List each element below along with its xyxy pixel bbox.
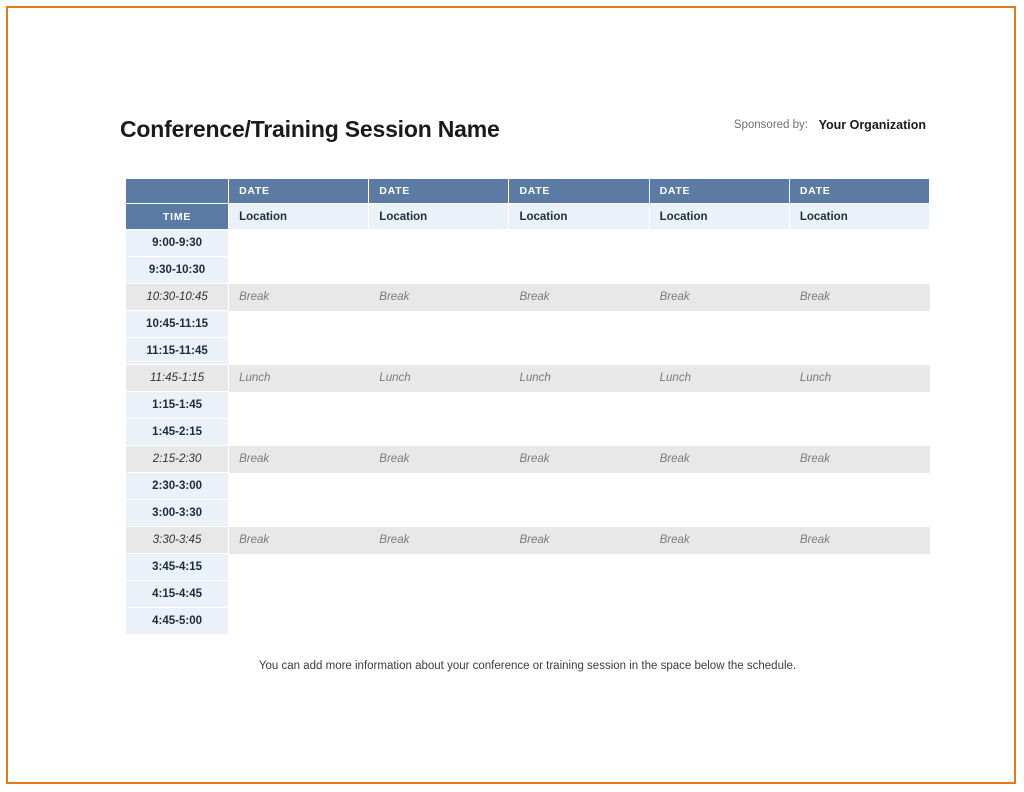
time-slot-label: 9:30-10:30 bbox=[126, 257, 229, 284]
table-row bbox=[126, 284, 930, 311]
column-header-location-2[interactable]: Location bbox=[369, 204, 509, 230]
schedule-cell[interactable] bbox=[369, 500, 509, 527]
column-header-location-1[interactable]: Location bbox=[229, 204, 369, 230]
table-row bbox=[126, 311, 930, 338]
schedule-cell[interactable] bbox=[649, 554, 789, 581]
schedule-cell[interactable] bbox=[789, 554, 929, 581]
time-slot-label: 2:15-2:30 bbox=[126, 446, 229, 473]
schedule-cell[interactable] bbox=[229, 608, 369, 635]
schedule-cell[interactable] bbox=[789, 500, 929, 527]
schedule-cell[interactable] bbox=[789, 230, 929, 257]
schedule-table bbox=[125, 178, 930, 635]
schedule-cell[interactable]: Break bbox=[509, 284, 649, 311]
schedule-cell[interactable] bbox=[789, 338, 929, 365]
footer-note: You can add more information about your conference or training session in the space below the schedule. bbox=[258, 660, 797, 672]
schedule-cell[interactable] bbox=[649, 419, 789, 446]
time-slot-label: 9:00-9:30 bbox=[126, 230, 229, 257]
table-row bbox=[126, 365, 930, 392]
schedule-cell[interactable] bbox=[509, 608, 649, 635]
schedule-cell[interactable] bbox=[789, 608, 929, 635]
schedule-cell[interactable] bbox=[369, 257, 509, 284]
schedule-cell[interactable] bbox=[229, 338, 369, 365]
table-row bbox=[126, 581, 930, 608]
table-row bbox=[126, 257, 930, 284]
schedule-cell[interactable]: Break bbox=[649, 527, 789, 554]
schedule-cell[interactable] bbox=[229, 392, 369, 419]
schedule-cell[interactable] bbox=[509, 392, 649, 419]
column-header-date-4[interactable]: DATE bbox=[649, 179, 789, 204]
schedule-cell[interactable] bbox=[509, 311, 649, 338]
table-row bbox=[126, 230, 930, 257]
schedule-cell[interactable] bbox=[369, 554, 509, 581]
table-row bbox=[126, 338, 930, 365]
schedule-cell[interactable] bbox=[649, 257, 789, 284]
schedule-cell[interactable]: Lunch bbox=[369, 365, 509, 392]
schedule-cell[interactable] bbox=[229, 419, 369, 446]
time-slot-label: 3:45-4:15 bbox=[126, 554, 229, 581]
schedule-cell[interactable]: Lunch bbox=[649, 365, 789, 392]
table-corner-cell bbox=[126, 179, 229, 204]
column-header-date-1[interactable]: DATE bbox=[229, 179, 369, 204]
schedule-cell[interactable]: Break bbox=[789, 284, 929, 311]
schedule-cell[interactable]: Break bbox=[509, 527, 649, 554]
schedule-cell[interactable] bbox=[649, 311, 789, 338]
time-slot-label: 3:00-3:30 bbox=[126, 500, 229, 527]
schedule-cell[interactable]: Break bbox=[369, 527, 509, 554]
page-title: Conference/Training Session Name bbox=[120, 116, 500, 142]
schedule-cell[interactable] bbox=[789, 311, 929, 338]
schedule-cell[interactable] bbox=[369, 311, 509, 338]
schedule-cell[interactable] bbox=[229, 581, 369, 608]
schedule-cell[interactable]: Lunch bbox=[509, 365, 649, 392]
schedule-cell[interactable]: Lunch bbox=[229, 365, 369, 392]
column-header-time: TIME bbox=[126, 204, 229, 230]
table-row bbox=[126, 527, 930, 554]
schedule-cell[interactable] bbox=[509, 257, 649, 284]
schedule-cell[interactable] bbox=[649, 581, 789, 608]
schedule-cell[interactable]: Break bbox=[509, 446, 649, 473]
schedule-cell[interactable] bbox=[369, 419, 509, 446]
schedule-cell[interactable] bbox=[229, 311, 369, 338]
schedule-cell[interactable] bbox=[369, 230, 509, 257]
column-header-location-5[interactable]: Location bbox=[789, 204, 929, 230]
schedule-cell[interactable] bbox=[509, 554, 649, 581]
schedule-cell[interactable]: Break bbox=[229, 284, 369, 311]
column-header-location-3[interactable]: Location bbox=[509, 204, 649, 230]
schedule-cell[interactable] bbox=[509, 581, 649, 608]
time-slot-label: 4:45-5:00 bbox=[126, 608, 229, 635]
time-slot-label: 4:15-4:45 bbox=[126, 581, 229, 608]
table-row bbox=[126, 473, 930, 500]
schedule-cell[interactable] bbox=[369, 338, 509, 365]
schedule-cell[interactable] bbox=[229, 230, 369, 257]
time-slot-label: 1:15-1:45 bbox=[126, 392, 229, 419]
schedule-cell[interactable]: Break bbox=[649, 446, 789, 473]
table-row bbox=[126, 419, 930, 446]
column-header-date-5[interactable]: DATE bbox=[789, 179, 929, 204]
schedule-cell[interactable] bbox=[369, 473, 509, 500]
time-slot-label: 10:30-10:45 bbox=[126, 284, 229, 311]
time-slot-label: 3:30-3:45 bbox=[126, 527, 229, 554]
schedule-cell[interactable] bbox=[649, 392, 789, 419]
schedule-cell[interactable] bbox=[789, 581, 929, 608]
schedule-cell[interactable]: Break bbox=[369, 446, 509, 473]
schedule-cell[interactable]: Lunch bbox=[789, 365, 929, 392]
schedule-cell[interactable]: Break bbox=[789, 527, 929, 554]
time-slot-label: 11:45-1:15 bbox=[126, 365, 229, 392]
schedule-table-body bbox=[126, 230, 930, 635]
schedule-cell[interactable] bbox=[509, 473, 649, 500]
schedule-cell[interactable]: Break bbox=[649, 284, 789, 311]
schedule-cell[interactable] bbox=[509, 500, 649, 527]
schedule-cell[interactable] bbox=[229, 257, 369, 284]
table-row bbox=[126, 608, 930, 635]
table-row bbox=[126, 392, 930, 419]
schedule-cell[interactable] bbox=[649, 230, 789, 257]
schedule-cell[interactable]: Break bbox=[229, 446, 369, 473]
schedule-cell[interactable] bbox=[509, 419, 649, 446]
schedule-cell[interactable] bbox=[649, 338, 789, 365]
schedule-cell[interactable] bbox=[649, 473, 789, 500]
schedule-cell[interactable]: Break bbox=[229, 527, 369, 554]
schedule-cell[interactable] bbox=[509, 338, 649, 365]
schedule-cell[interactable] bbox=[789, 419, 929, 446]
schedule-cell[interactable]: Break bbox=[369, 284, 509, 311]
schedule-cell[interactable] bbox=[789, 392, 929, 419]
sponsor-organization: Your Organization bbox=[818, 118, 926, 132]
document-header bbox=[120, 108, 926, 154]
time-slot-label: 2:30-3:00 bbox=[126, 473, 229, 500]
column-header-date-3[interactable]: DATE bbox=[509, 179, 649, 204]
schedule-sheet bbox=[8, 8, 1014, 782]
document-page-border bbox=[6, 6, 1016, 784]
schedule-cell[interactable] bbox=[789, 257, 929, 284]
schedule-cell[interactable] bbox=[509, 230, 649, 257]
time-slot-label: 1:45-2:15 bbox=[126, 419, 229, 446]
schedule-cell[interactable] bbox=[369, 608, 509, 635]
table-row bbox=[126, 446, 930, 473]
schedule-cell[interactable] bbox=[229, 554, 369, 581]
column-header-date-2[interactable]: DATE bbox=[369, 179, 509, 204]
schedule-cell[interactable] bbox=[369, 581, 509, 608]
schedule-cell[interactable] bbox=[649, 500, 789, 527]
time-slot-label: 11:15-11:45 bbox=[126, 338, 229, 365]
location-header-row bbox=[126, 204, 930, 230]
schedule-cell[interactable] bbox=[789, 473, 929, 500]
schedule-table-head bbox=[126, 179, 930, 230]
date-header-row bbox=[126, 179, 930, 204]
time-slot-label: 10:45-11:15 bbox=[126, 311, 229, 338]
schedule-cell[interactable] bbox=[649, 608, 789, 635]
schedule-cell[interactable] bbox=[229, 500, 369, 527]
schedule-cell[interactable] bbox=[369, 392, 509, 419]
table-row bbox=[126, 500, 930, 527]
column-header-location-4[interactable]: Location bbox=[649, 204, 789, 230]
schedule-cell[interactable] bbox=[229, 473, 369, 500]
sponsor-label: Sponsored by: bbox=[733, 119, 808, 131]
schedule-cell[interactable]: Break bbox=[789, 446, 929, 473]
table-row bbox=[126, 554, 930, 581]
